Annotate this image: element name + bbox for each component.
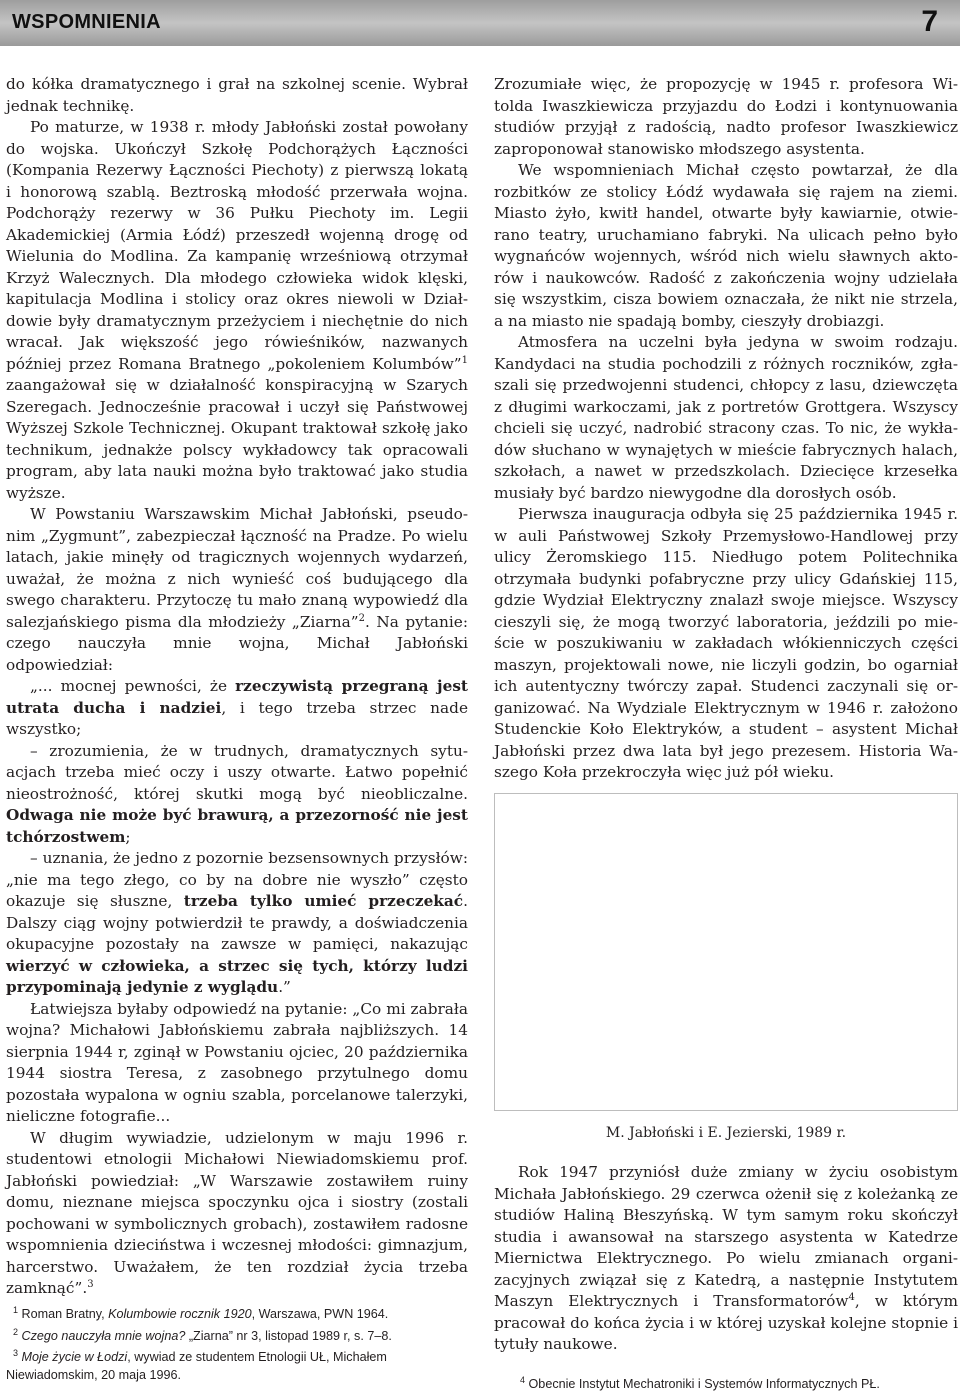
paragraph: We wspomnieniach Michał często powtarzał, że dla rozbitków ze stolicy Łódź wydawała się rajem na ziemi. Miasto żyło, kwitł handel, otwarte były kawiarnie, otwierano teatry, uruchamiano fabryki. Na ulicach pełno było wygnańców wojennych, wśród nich wielu sławnych aktorów i naukowców. Radość z zakończenia wojny udzielała się wszystkim, cisza bowiem oznaczała, że nikt nie strzela, a na miasto nie spadają bomby, cieszyły drobiazgi. xyxy=(494,161,958,330)
paragraph-text: , w którym pracował do końca życia i w której uzyskał kolejne stopnie i tytuły naukowe. xyxy=(494,1292,958,1353)
paragraph-text: W Powstaniu Warszawskim Michał Jabłoński, pseudonim „Zygmunt”, zabezpieczał łączność na Pradze. Po wielu latach, jakie minęły od tragicznych wojennych wydarzeń, uważał, że można z nich wynieść coś budującego dla swego charakteru. Przytoczę tu mało znaną wypowiedź dla salezjańskiego pisma dla młodzieży „Ziarna” xyxy=(6,505,468,631)
footnote-text: Obecnie Instytut Mechatroniki i Systemów Informatycznych PŁ. xyxy=(528,1377,880,1391)
page-header xyxy=(0,0,960,46)
paragraph: do kółka dramatycznego i grał na szkolnej scenie. Wybrał jednak technikę. xyxy=(6,75,468,115)
footnote xyxy=(6,1306,470,1324)
paragraph: Atmosfera na uczelni była jedyna w swoim rodzaju. Kandydaci na studia pochodzili z różnych roczników, zgłaszali się przedwojenni studenci, chłopcy z lasu, dziewczęta z długimi warkoczami, jak z portretów Grottgera. Wszyscy chcieli się uczyć, nadrobić stracony czas. To nic, że wykładów słuchano w wynajętych w mieście fabrycznych halach, szkołach, a nawet w przedszkolach. Dziecięce krzesełka musiały być bardzo niewygodne dla dorosłych osób. xyxy=(494,333,958,502)
paragraph: Łatwiejsza byłaby odpowiedź na pytanie: „Co mi zabrała wojna? Michałowi Jabłońskiemu zabrała najbliższych. 14 sierpnia 1944 r, zginął w Powstaniu ojciec, 20 października 1944 siostra Teresa, z zasobnego przytulnego domu pozostała wypalona w ogniu szabla, porcelanowe talerzyki, nieliczne fotografie... xyxy=(6,999,468,1125)
page-number: 7 xyxy=(921,5,938,38)
quote-text: – zrozumienia, że w trudnych, dramatycznych sytuacjach trzeba mieć oczy i uszy otwarte. Łatwo popełnić nieostrożność, której skutki mogą być nieobliczalne. xyxy=(6,741,468,803)
paragraph xyxy=(6,1128,468,1300)
photo-caption: M. Jabłoński i E. Jezierski, 1989 r. xyxy=(605,1125,847,1141)
right-column xyxy=(494,74,958,784)
paragraph: Zrozumiałe więc, że propozycję w 1945 r. profesora Witolda Iwaszkiewicza przyjazdu do Łodzi i kontynuowania studiów przyjął z radością, nadto profesor Iwaszkiewicz zaproponował stanowisko młodszego asystenta. xyxy=(494,75,958,158)
paragraph xyxy=(6,504,468,676)
footnote-right xyxy=(520,1376,960,1393)
paragraph-text: W długim wywiadzie, udzielonym w maju 1996 r. studentowi etnologii Michałowi Niewiadomskiemu prof. Jabłoński powiedział: „W Warszawie zostawiłem ruiny domu, nieznane miejsca spoczynku ojca i siostry (zostali pochowani w symbolicznych grobach), zostawiłem radosne wspomnienia dzieciństwa i wczesnej młodości: gimnazjum, harcerstwo. Uważałem, że ten rozdział życia trzeba zamknąć”. xyxy=(6,1128,468,1297)
quote-text: „... mocnej pewności, że xyxy=(30,677,236,695)
footnote-number: 3 xyxy=(13,1347,19,1358)
footnote-ref: 4 xyxy=(848,1291,855,1303)
quote-text: . Dalszy ciąg wojny potwierdził te prawdy, a doświadczenia okupacyjne pozostały na zawsze w pamięci, nakazując xyxy=(6,892,468,953)
paragraph-text: . Na pytanie: czego nauczyła mnie wojna, Michał Jabłoński odpowiedział: xyxy=(6,612,468,674)
right-column-lower xyxy=(494,1162,958,1356)
paragraph-text: Rok 1947 przyniósł duże zmiany w życiu osobistym Michała Jabłońskiego. 29 czerwca ożenił się z koleżanką ze studiów Haliną Błeszyńską. W tym samym roku skończył studia i awansował na starszego asystenta w Katedrze Miernictwa Elektrycznego. Po wielu zmianach organizacyjnych związał się z Katedrą, a następnie Instytutem Maszyn Elektrycznych i Transformatorów xyxy=(494,1163,958,1310)
quote-paragraph xyxy=(6,676,468,741)
quote-bold: wierzyć w człowieka, a strzec się tych, którzy ludzi przypominają jedynie z wyglądu xyxy=(6,956,468,996)
footnote-number: 4 xyxy=(520,1374,526,1385)
quote-paragraph xyxy=(6,848,468,999)
paragraph-text: Po maturze, w 1938 r. młody Jabłoński został powołany do wojska. Ukończył Szkołę Podchorążych Łączności (Kompania Rezerwy Łączności Piechoty) z pierwszą lokatą i honorową szablą. Beztroską młodość przerwała wojna. Podchorąży rezerwy w 36 Pułku Piechoty im. Legii Akademickiej (Armia Łódź) przeszedł wojenną drogę od Wielunia do Modlina. Za kampanię wrześniową otrzymał Krzyż Walecznych. Dla młodego człowieka widok klęski, kapitulacja Modlina i stolicy oraz okres niewoli w Działdowie były dramatycznym przeżyciem i niechętnie do nich wracał. Jak większość jego rówieśników, nazwanych później przez Romana Bratnego „pokoleniem Kolumbów” xyxy=(6,118,468,373)
footnote-ref: 1 xyxy=(461,354,468,366)
footnote-title: Moje życie w Łodzi xyxy=(21,1350,128,1364)
quote-bold: rzeczywistą przegraną jest utrata ducha i nadziei xyxy=(6,677,468,717)
footnote-text: Roman Bratny, xyxy=(21,1307,109,1321)
quote-text: – uznania, że jedno z pozornie bezsensownych przysłów: „nie ma tego złego, co by na dobre nie wyszło” często okazuje się słuszne, xyxy=(6,849,468,910)
footnote-number: 2 xyxy=(13,1326,19,1337)
quote-bold: trzeba tylko umieć przeczekać xyxy=(183,892,464,910)
quote-text: , i tego trzeba strzec nade wszystko; xyxy=(6,698,468,738)
quote-paragraph xyxy=(6,741,468,849)
paragraph xyxy=(6,117,468,504)
footnotes xyxy=(6,1306,470,1388)
paragraph: Pierwsza inauguracja odbyła się 25 października 1945 r. w auli Państwowej Szkoły Przemysłowo-Handlowej przy ulicy Żeromskiego 115. Niedługo potem Politechnika otrzymała budynki pofabryczne przy ulicy Gdańskiej 115, gdzie Wydział Elektryczny znalazł swoje miejsce. Wszyscy cieszyli się, że mogą tworzyć laboratoria, jeździli po mieście w poszukiwaniu w zakładach włókienniczych części maszyn, projektowali nowe, nie liczyli godzin, bo ogarniał ich autentyczny twórczy zapał. Studenci zaczynali się organizować. Na Wydziale Elektrycznym w 1946 r. założono Studenckie Koło Elektryków, a student – asystent Michał Jabłoński przez dwa lata był jego prezesem. Historia Waszego Koła przekroczyła więc już pół wieku. xyxy=(494,505,958,781)
left-column xyxy=(6,74,468,1300)
section-title: WSPOMNIENIA xyxy=(12,11,161,33)
quote-text: ; xyxy=(125,827,131,846)
quote-bold: Odwaga nie może być brawurą, a przezorność nie jest tchórzostwem xyxy=(6,806,468,846)
footnote-title: Kolumbowie rocznik 1920 xyxy=(108,1307,252,1321)
footnote-title: Czego nauczyła mnie wojna? xyxy=(21,1328,186,1343)
footnote-text: , wywiad ze studentem Etnologii UŁ, Michałem Niewiadomskim, 20 maja 1996. xyxy=(6,1350,387,1382)
footnote-ref: 2 xyxy=(358,612,365,624)
footnote xyxy=(6,1328,470,1346)
footnote-ref: 3 xyxy=(87,1278,94,1290)
paragraph xyxy=(494,1162,958,1356)
footnote-text: „Ziarna” nr 3, listopad 1989 r, s. 7–8. xyxy=(185,1328,392,1343)
quote-text: .” xyxy=(278,978,291,996)
footnote-text: , Warszawa, PWN 1964. xyxy=(251,1307,389,1321)
photo-placeholder xyxy=(494,793,958,1111)
paragraph-text: zaangażował się w działalność konspiracyjną w Szarych Szeregach. Jednocześnie pracował i uczył się Państwowej Wyższej Szkole Technicznej. Okupant traktował szkołę jako technikum, jednakże polscy wykładowcy tak opracowali program, aby lata nauki można było traktować jako studia wyższe. xyxy=(6,376,468,502)
footnote-number: 1 xyxy=(13,1304,19,1315)
footnote xyxy=(6,1349,470,1384)
